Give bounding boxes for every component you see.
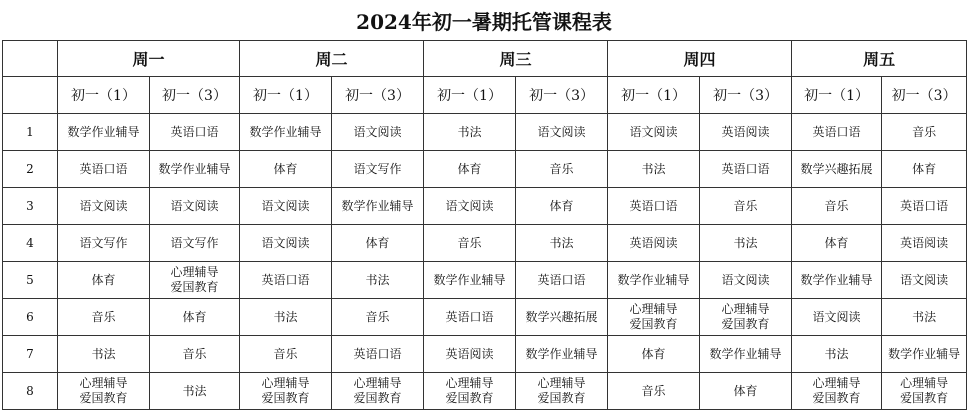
period-row [3, 373, 967, 410]
course-cell [792, 336, 882, 373]
class-header: 初一（3） [882, 77, 967, 114]
course-name: 英语阅读 [900, 235, 949, 250]
course-name: 语文阅读 [812, 309, 861, 324]
course-cell [882, 151, 967, 188]
course-name: 数学作业辅导 [709, 346, 782, 361]
course-cell [150, 225, 240, 262]
course-cell [882, 262, 967, 299]
course-name: 英语阅读 [445, 346, 494, 361]
course-cell [150, 262, 240, 299]
course-cell [700, 299, 792, 336]
course-cell [792, 262, 882, 299]
course-name: 体育 [365, 235, 390, 250]
course-cell [150, 188, 240, 225]
course-name: 心理辅导 爱国教育 [812, 376, 861, 405]
course-name: 音乐 [549, 161, 574, 176]
course-cell [700, 373, 792, 410]
course-name: 语文写作 [79, 235, 128, 250]
course-cell [332, 151, 424, 188]
course-name: 音乐 [365, 309, 390, 324]
course-name: 语文阅读 [900, 272, 949, 287]
course-cell [240, 225, 332, 262]
course-cell [516, 225, 608, 262]
course-cell [424, 188, 516, 225]
course-name: 心理辅导 爱国教育 [353, 376, 402, 405]
class-header: 初一（1） [424, 77, 516, 114]
course-name: 语文阅读 [721, 272, 770, 287]
course-cell [240, 188, 332, 225]
course-cell [332, 262, 424, 299]
course-name: 英语口语 [900, 198, 949, 213]
course-cell [150, 373, 240, 410]
course-cell [424, 114, 516, 151]
course-name: 书法 [824, 346, 849, 361]
course-cell [240, 262, 332, 299]
course-name: 音乐 [912, 124, 937, 139]
period-row [3, 299, 967, 336]
course-cell [608, 188, 700, 225]
course-cell [424, 299, 516, 336]
course-cell [240, 373, 332, 410]
course-cell [58, 151, 150, 188]
period-number: 4 [3, 225, 58, 262]
day-header: 周四 [608, 41, 792, 77]
course-name: 音乐 [91, 309, 116, 324]
class-header-row [3, 77, 967, 114]
course-name: 数学作业辅导 [158, 161, 231, 176]
course-cell [700, 188, 792, 225]
class-header: 初一（1） [608, 77, 700, 114]
course-cell [240, 114, 332, 151]
course-cell [700, 225, 792, 262]
course-cell [516, 262, 608, 299]
course-name: 书法 [912, 309, 937, 324]
course-name: 体育 [91, 272, 116, 287]
period-row [3, 225, 967, 262]
class-header: 初一（3） [150, 77, 240, 114]
course-cell [608, 262, 700, 299]
course-name: 体育 [912, 161, 937, 176]
course-cell [240, 151, 332, 188]
period-number: 6 [3, 299, 58, 336]
course-name: 数学作业辅导 [617, 272, 690, 287]
course-name: 书法 [733, 235, 758, 250]
course-cell [608, 373, 700, 410]
course-name: 音乐 [733, 198, 758, 213]
course-name: 书法 [182, 383, 207, 398]
course-cell [700, 114, 792, 151]
course-name: 英语阅读 [721, 124, 770, 139]
course-name: 英语口语 [353, 346, 402, 361]
course-cell [58, 336, 150, 373]
period-row [3, 114, 967, 151]
course-name: 体育 [457, 161, 482, 176]
course-cell [58, 299, 150, 336]
course-name: 语文阅读 [170, 198, 219, 213]
course-name: 英语口语 [721, 161, 770, 176]
course-name: 语文阅读 [261, 198, 310, 213]
period-row [3, 336, 967, 373]
course-cell [516, 114, 608, 151]
course-name: 语文阅读 [353, 124, 402, 139]
day-header: 周一 [58, 41, 240, 77]
course-cell [792, 299, 882, 336]
page-title: 2024年初一暑期托管课程表 [356, 9, 612, 34]
day-header: 周五 [792, 41, 967, 77]
course-name: 英语口语 [812, 124, 861, 139]
course-name: 英语口语 [79, 161, 128, 176]
course-name: 数学兴趣拓展 [525, 309, 598, 324]
course-cell [700, 336, 792, 373]
course-name: 体育 [273, 161, 298, 176]
course-name: 英语口语 [170, 124, 219, 139]
course-name: 心理辅导 爱国教育 [900, 376, 949, 405]
course-cell [58, 114, 150, 151]
course-name: 心理辅导 爱国教育 [629, 302, 678, 331]
course-name: 英语口语 [445, 309, 494, 324]
period-row [3, 262, 967, 299]
course-cell [332, 225, 424, 262]
course-name: 体育 [182, 309, 207, 324]
course-cell [882, 299, 967, 336]
course-name: 体育 [641, 346, 666, 361]
course-name: 英语口语 [261, 272, 310, 287]
course-cell [58, 262, 150, 299]
course-name: 语文阅读 [629, 124, 678, 139]
course-name: 数学作业辅导 [888, 346, 961, 361]
course-cell [608, 151, 700, 188]
course-name: 心理辅导 爱国教育 [170, 265, 219, 294]
class-header: 初一（1） [240, 77, 332, 114]
course-cell [150, 114, 240, 151]
course-cell [608, 225, 700, 262]
course-name: 心理辅导 爱国教育 [79, 376, 128, 405]
course-name: 书法 [457, 124, 482, 139]
course-name: 语文写作 [170, 235, 219, 250]
course-cell [58, 373, 150, 410]
course-cell [792, 151, 882, 188]
course-name: 音乐 [182, 346, 207, 361]
course-name: 心理辅导 爱国教育 [721, 302, 770, 331]
course-cell [332, 373, 424, 410]
course-name: 书法 [273, 309, 298, 324]
course-cell [332, 114, 424, 151]
course-cell [424, 373, 516, 410]
course-cell [882, 373, 967, 410]
course-cell [882, 114, 967, 151]
course-name: 数学作业辅导 [800, 272, 873, 287]
course-name: 心理辅导 爱国教育 [445, 376, 494, 405]
course-name: 书法 [641, 161, 666, 176]
period-row [3, 188, 967, 225]
course-name: 英语阅读 [629, 235, 678, 250]
period-number: 1 [3, 114, 58, 151]
course-name: 书法 [365, 272, 390, 287]
period-number: 2 [3, 151, 58, 188]
course-name: 英语口语 [629, 198, 678, 213]
course-cell [150, 336, 240, 373]
course-cell [700, 262, 792, 299]
course-name: 音乐 [457, 235, 482, 250]
course-cell [516, 299, 608, 336]
course-name: 音乐 [273, 346, 298, 361]
course-name: 书法 [549, 235, 574, 250]
course-cell [608, 336, 700, 373]
course-cell [424, 336, 516, 373]
course-cell [424, 262, 516, 299]
course-cell [332, 299, 424, 336]
course-name: 数学作业辅导 [341, 198, 414, 213]
course-name: 音乐 [641, 383, 666, 398]
course-cell [58, 225, 150, 262]
period-number: 5 [3, 262, 58, 299]
course-name: 语文写作 [353, 161, 402, 176]
course-name: 体育 [549, 198, 574, 213]
course-cell [608, 114, 700, 151]
course-cell [240, 299, 332, 336]
period-number: 8 [3, 373, 58, 410]
class-header: 初一（3） [516, 77, 608, 114]
schedule-table [2, 40, 967, 410]
period-row [3, 151, 967, 188]
course-name: 数学兴趣拓展 [800, 161, 873, 176]
course-cell [332, 336, 424, 373]
corner-cell [3, 41, 58, 77]
course-cell [700, 151, 792, 188]
course-cell [882, 225, 967, 262]
class-header: 初一（3） [700, 77, 792, 114]
day-header: 周三 [424, 41, 608, 77]
class-header: 初一（3） [332, 77, 424, 114]
course-cell [240, 336, 332, 373]
course-name: 数学作业辅导 [67, 124, 140, 139]
course-cell [150, 299, 240, 336]
course-name: 书法 [91, 346, 116, 361]
course-name: 语文阅读 [79, 198, 128, 213]
course-cell [150, 151, 240, 188]
course-name: 体育 [824, 235, 849, 250]
course-name: 语文阅读 [261, 235, 310, 250]
course-cell [516, 373, 608, 410]
course-cell [882, 336, 967, 373]
course-cell [792, 225, 882, 262]
course-cell [332, 188, 424, 225]
period-number: 3 [3, 188, 58, 225]
course-cell [516, 151, 608, 188]
course-cell [792, 114, 882, 151]
course-name: 语文阅读 [445, 198, 494, 213]
class-header: 初一（1） [792, 77, 882, 114]
course-name: 音乐 [824, 198, 849, 213]
course-name: 语文阅读 [537, 124, 586, 139]
course-name: 数学作业辅导 [525, 346, 598, 361]
course-name: 数学作业辅导 [249, 124, 322, 139]
course-cell [424, 225, 516, 262]
course-cell [882, 188, 967, 225]
course-cell [792, 188, 882, 225]
course-cell [58, 188, 150, 225]
course-name: 心理辅导 爱国教育 [261, 376, 310, 405]
day-header-row [3, 41, 967, 77]
course-name: 数学作业辅导 [433, 272, 506, 287]
day-header: 周二 [240, 41, 424, 77]
course-cell [516, 336, 608, 373]
course-name: 心理辅导 爱国教育 [537, 376, 586, 405]
period-number: 7 [3, 336, 58, 373]
course-cell [516, 188, 608, 225]
corner-cell [3, 77, 58, 114]
class-header: 初一（1） [58, 77, 150, 114]
course-cell [424, 151, 516, 188]
course-name: 英语口语 [537, 272, 586, 287]
course-name: 体育 [733, 383, 758, 398]
course-cell [608, 299, 700, 336]
course-cell [792, 373, 882, 410]
